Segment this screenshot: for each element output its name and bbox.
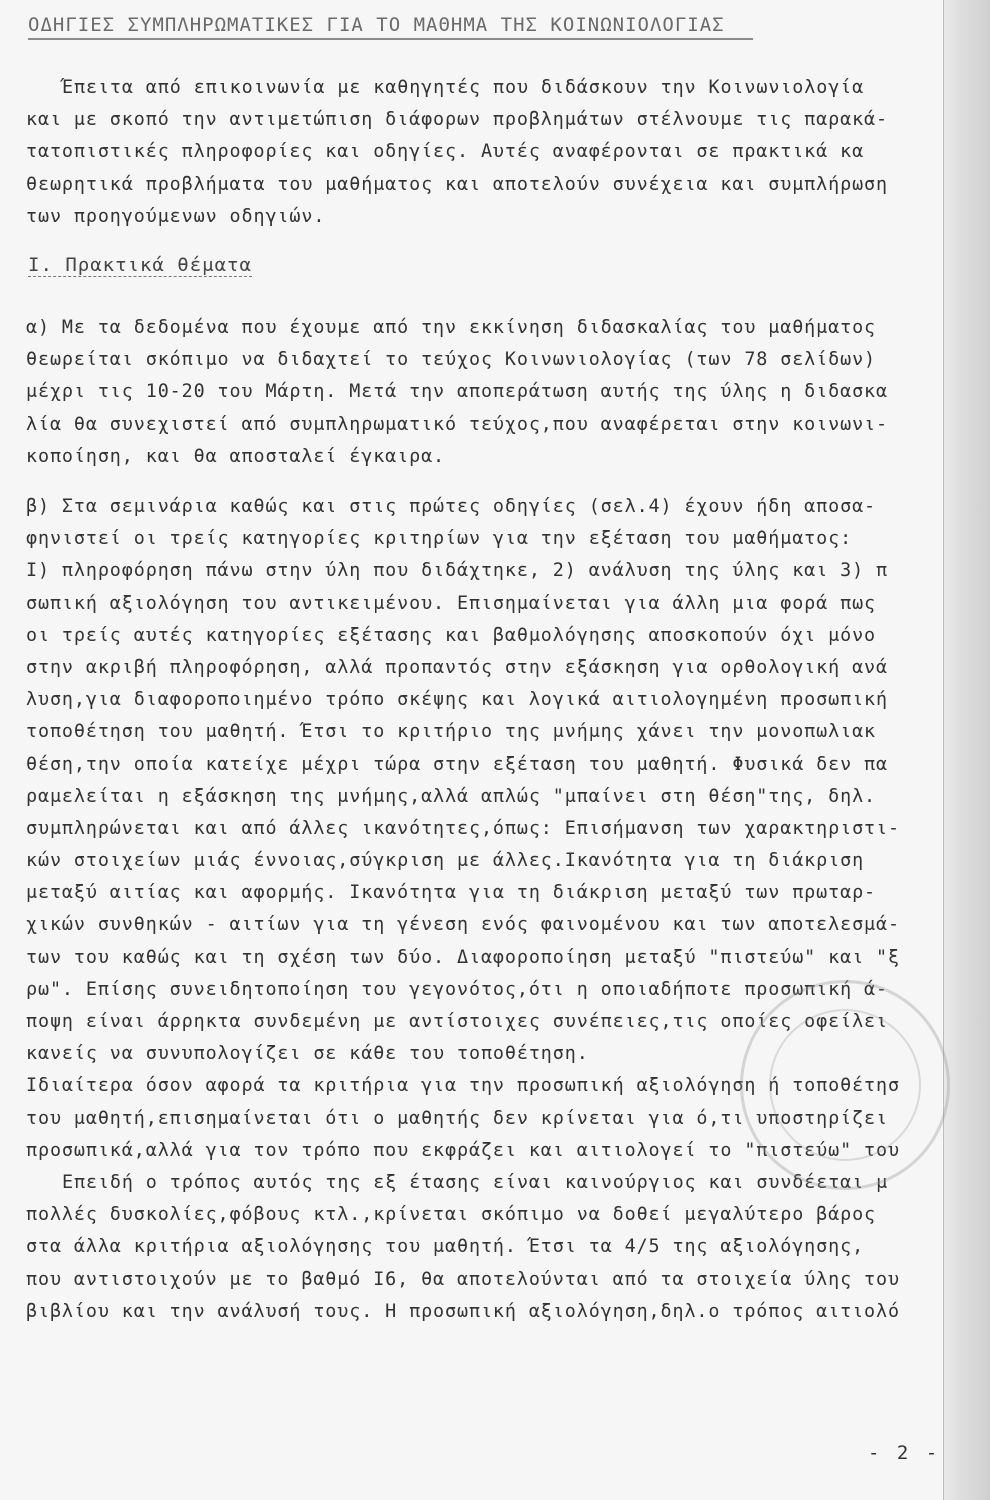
- text-line: Ι) πληροφόρηση πάνω στην ύλη που διδάχτηκε, 2) ανάλυση της ύλης και 3) π: [26, 560, 888, 582]
- text-line: κανείς να συνυπολογίζει σε κάθε του τοποθέτηση.: [26, 1043, 589, 1065]
- faded-stamp: [740, 980, 950, 1190]
- text-line: κοποίηση, και θα αποσταλεί έγκαιρα.: [26, 445, 446, 467]
- text-line: που αντιστοιχούν με το βαθμό Ι6, θα αποτελούνται από τα στοιχεία ύλης του: [26, 1268, 900, 1290]
- text-line: θέση,την οποία κατείχε μέχρι τώρα στην εξέταση του μαθητή. Φυσικά δεν πα: [26, 753, 888, 775]
- text-line: ρω". Επίσης συνειδητοποίηση του γεγονότος,ότι η οποιαδήποτε προσωπική ά-: [26, 978, 888, 1000]
- text-line: μεταξύ αιτίας και αφορμής. Ικανότητα για τη διάκριση μεταξύ των πρωταρ-: [26, 882, 877, 904]
- text-line: θεωρητικά προβλήματα του μαθήματος και αποτελούν συνέχεια και συμπλήρωση: [26, 173, 888, 195]
- text-line: φηνιστεί οι τρείς κατηγορίες κριτηρίων για την εξέταση του μαθήματος:: [26, 528, 853, 550]
- text-line: και με σκοπό την αντιμετώπιση διάφορων προβλημάτων στέλνουμε τις παρακά-: [26, 109, 888, 131]
- document-header: ΟΔΗΓΙΕΣ ΣΥΜΠΛΗΡΩΜΑΤΙΚΕΣ ΓΙΑ ΤΟ ΜΑΘΗΜΑ ΤΗΣ ΚΟΙΝΩΝΙΟΛΟΓΙΑΣ: [28, 14, 753, 40]
- text-line: λία θα συνεχιστεί από συμπληρωματικό τεύχος,που αναφέρεται στην κοινωνι-: [26, 413, 888, 435]
- intro-paragraph: [26, 72, 936, 233]
- text-line: συμπληρώνεται και από άλλες ικανότητες,όπως: Επισήμανση των χαρακτηριστι-: [26, 817, 900, 839]
- binding-edge: [943, 0, 990, 1500]
- text-line: στην ακριβή πληροφόρηση, αλλά προπαντός στην εξάσκηση για ορθολογική ανά: [26, 656, 888, 678]
- text-line: οι τρείς αυτές κατηγορίες εξέτασης και βαθμολόγησης αποσκοπούν όχι μόνο: [26, 624, 877, 646]
- text-line: χικών συνθηκών - αιτίων για τη γένεση ενός φαινομένου και των αποτελεσμά-: [26, 914, 900, 936]
- text-line: προσωπικά,αλλά για τον τρόπο που εκφράζει και αιτιολογεί το "πιστεύω" του: [26, 1139, 900, 1161]
- text-line: ραμελείται η εξάσκηση της μνήμης,αλλά απλώς "μπαίνει στη θέση"της, δηλ.: [26, 785, 877, 807]
- text-line: στα άλλα κριτήρια αξιολόγησης του μαθητή. Έτσι τα 4/5 της αξιολόγησης,: [26, 1236, 865, 1258]
- text-line: πολλές δυσκολίες,φόβους κτλ.,κρίνεται σκόπιμο να δοθεί μεγαλύτερο βάρος: [26, 1204, 877, 1226]
- text-line: ποψη είναι άρρηκτα συνδεμένη με αντίστοιχες συνέπειες,τις οποίες οφείλει: [26, 1011, 888, 1032]
- text-line: τοποθέτηση του μαθητή. Έτσι το κριτήριο της μνήμης χάνει την μονοπωλιακ: [26, 721, 877, 743]
- text-line: βιβλίου και την ανάλυσή τους. Η προσωπική αξιολόγηση,δηλ.ο τρόπος αιτιολό: [26, 1300, 900, 1322]
- text-line: του μαθητή,επισημαίνεται ότι ο μαθητής δεν κρίνεται για ό,τι υποστηρίζει: [26, 1107, 888, 1129]
- text-line: α) Με τα δεδομένα που έχουμε από την εκκίνηση διδασκαλίας του μαθήματος: [26, 317, 877, 338]
- text-line: λυση,για διαφοροποιημένο τρόπο σκέψης και λογικά αιτιολογημένη προσωπική: [26, 689, 888, 711]
- text-line: των προηγούμενων οδηγιών.: [26, 205, 326, 227]
- text-line: κών στοιχείων μιάς έννοιας,σύγκριση με άλλες.Ικανότητα για τη διάκριση: [26, 850, 865, 872]
- text-line: Επειδή ο τρόπος αυτός της εξ έτασης είναι καινούργιος και συνδέεται μ: [62, 1171, 889, 1193]
- page-number: - 2 -: [868, 1442, 941, 1464]
- paragraph-a: [26, 312, 936, 473]
- text-line: τατοπιστικές πληροφορίες και οδηγίες. Αυτές αναφέρονται σε πρακτικά κα: [26, 141, 865, 163]
- text-line: θεωρείται σκόπιμο να διδαχτεί το τεύχος Κοινωνιολογίας (των 78 σελίδων): [26, 349, 877, 371]
- text-line: Έπειτα από επικοινωνία με καθηγητές που διδάσκουν την Κοινωνιολογία: [62, 77, 865, 98]
- text-line: β) Στα σεμινάρια καθώς και στις πρώτες οδηγίες (σελ.4) έχουν ήδη αποσα-: [26, 496, 877, 517]
- section-heading: Ι. Πρακτικά θέματα: [28, 254, 252, 276]
- text-line: μέχρι τις 10-20 του Μάρτη. Μετά την αποπεράτωση αυτής της ύλης η διδασκα: [26, 381, 888, 403]
- text-line: Ιδιαίτερα όσον αφορά τα κριτήρια για την προσωπική αξιολόγηση ή τοποθέτησ: [26, 1075, 900, 1097]
- paragraph-b: [26, 491, 936, 1328]
- text-line: των του καθώς και τη σχέση των δύο. Διαφοροποίηση μεταξύ "πιστεύω" και "ξ: [26, 946, 900, 968]
- text-line: σωπική αξιολόγηση του αντικειμένου. Επισημαίνεται για άλλη μια φορά πως: [26, 592, 877, 614]
